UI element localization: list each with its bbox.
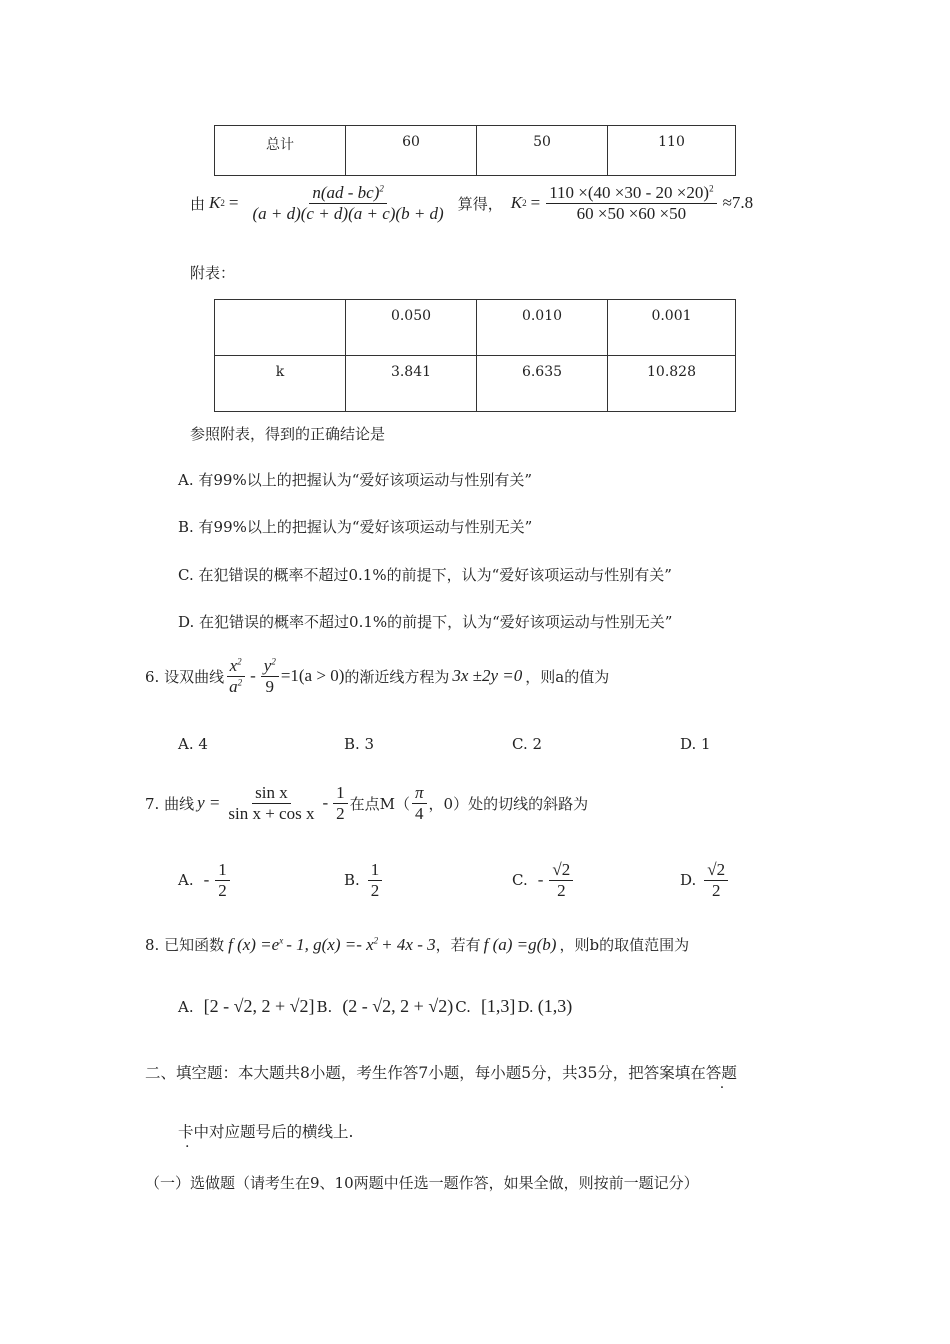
table-cell: 6.635 (477, 356, 608, 412)
q7-y: y = (197, 793, 221, 813)
q7-opt-b-label: B. (344, 871, 360, 890)
table-cell: 0.001 (608, 300, 736, 356)
table-cell: 50 (477, 126, 608, 176)
q8-f-text: f (x) =e (228, 934, 280, 954)
q8-mid: ，若有 (435, 936, 481, 954)
q7-option-b (344, 860, 384, 900)
q7-denominator: sin x + cos x (228, 803, 315, 823)
q7-opt-c-den: 2 (557, 880, 566, 900)
q7-opt-d-frac (704, 860, 728, 900)
q8-opt-c-label: C. (455, 997, 471, 1016)
section2-line2 (178, 1120, 353, 1142)
q7-opt-a-label: A. (178, 871, 194, 890)
q6-option-b: B. 3 (344, 735, 375, 753)
table-row (215, 300, 736, 356)
q8-eq: f (a) =g(b) (483, 934, 557, 954)
calc-numerator: 110 ×(40 ×30 - 20 ×20) (549, 183, 710, 202)
q7-half (333, 783, 348, 823)
q7-opt-a-frac (215, 860, 230, 900)
q7-option-a: A. - $\frac{1}{2}$ (178, 860, 232, 900)
q7-option-c: C. - $\frac{√2}{2}$ (512, 860, 575, 900)
q8-f-rest-text: - 1, g(x) =- x (286, 934, 374, 954)
q5-option-d: D. 在犯错误的概率不超过0.1%的前提下，认为“爱好该项运动与性别无关” (178, 613, 673, 631)
q7-opt-b-den: 2 (370, 880, 380, 900)
q8-suffix: ，则b的取值范围为 (559, 936, 690, 954)
q8-opt-c: [1,3] (480, 996, 516, 1016)
q8-stem (145, 934, 689, 955)
q7-pi-fraction (412, 783, 427, 823)
table-cell: 3.841 (346, 356, 477, 412)
general-numerator: n(ad - bc) (312, 183, 380, 202)
appendix-label: 附表： (190, 264, 236, 282)
q6-asymptote: 3x ±2y =0 (452, 666, 523, 686)
q8-opt-d-label: D. (517, 997, 534, 1016)
q5-option-c: C. 在犯错误的概率不超过0.1%的前提下，认为“爱好该项运动与性别有关” (178, 566, 672, 584)
q7-opt-b-num: 1 (368, 860, 383, 881)
section2-line1: 二、填空题：本大题共8小题，考生作答7小题，每小题5分，共35分，把答案填在 (145, 1064, 706, 1082)
q7-half-num: 1 (333, 783, 348, 804)
appendix-table (214, 299, 736, 412)
general-fraction: $\frac{n(ad - bc)^2}{(a + d)(c + d)(a + c)(b + d)}$ (244, 183, 451, 223)
formula-prefix: 由 (190, 194, 206, 213)
q6-option-c: C. 2 (512, 735, 543, 753)
q7-option-d (680, 860, 730, 900)
q6-condition: =1(a > 0) (280, 666, 345, 686)
q7-pi: π (412, 783, 427, 804)
table-cell (215, 300, 346, 356)
q7-opt-d-den: 2 (711, 880, 721, 900)
general-denominator: (a + d)(c + d)(a + c)(b + d) (252, 203, 444, 223)
table-cell: 10.828 (608, 356, 736, 412)
q6-mid: 的渐近线方程为 (344, 667, 450, 686)
q6-nine: 9 (265, 676, 275, 696)
table-row (215, 126, 736, 176)
q7-stem: 7. 曲线 y = $\frac{\text{sin x}}{\text{sin x + cos x}}$ - $\frac{1}{2}$ 在点M（ $\frac{\pi}{4}$ ，0）处的切线的斜路为 (145, 783, 589, 823)
formula-mid: 算得， (457, 194, 503, 213)
section2-heading (145, 1061, 737, 1083)
q7-opt-a-den: 2 (218, 880, 227, 900)
q8-options (178, 996, 572, 1017)
table-cell: 0.050 (346, 300, 477, 356)
k2-symbol-2: K (510, 193, 523, 213)
q6-fraction-x: $\frac{x^2}{a^2}$ (226, 656, 245, 696)
table-row (215, 356, 736, 412)
q7-opt-d-label: D. (680, 871, 697, 890)
table-cell: k (215, 356, 346, 412)
totals-table (214, 125, 736, 176)
q7-numerator: sin x (252, 783, 291, 804)
q7-point-post: ，0）处的切线的斜路为 (428, 794, 589, 813)
q6-y: y (263, 656, 272, 675)
q8-opt-a: [2 - √2, 2 + √2] (203, 996, 315, 1016)
q7-fraction (225, 783, 317, 823)
q7-opt-d-num: √2 (704, 860, 728, 881)
q7-prefix: 7. 曲线 (145, 794, 195, 813)
q8-f-rest: - 1, $g(x) =- x^2$ (286, 934, 379, 954)
section2-emphasis-2: 卡 (178, 1123, 194, 1141)
q7-four: 4 (415, 803, 424, 823)
section2-sub: （一）选做题（请考生在9、10两题中任选一题作答，如果全做，则按前一题记分） (145, 1174, 699, 1192)
q7-opt-a-num: 1 (215, 860, 230, 881)
q6-prefix: 6. 设双曲线 (145, 667, 225, 686)
q8-opt-b: (2 - √2, 2 + √2) (342, 996, 454, 1016)
section2-emphasis: 答题 (705, 1064, 737, 1082)
table-cell: 60 (346, 126, 477, 176)
q6-fraction-y: $\frac{y^2}{9}$ (261, 656, 279, 696)
calc-fraction: $\frac{110 \times(40 \times 30 - 20 \times 20)^2}{60 \times 50 \times 60 \times 50}$ (546, 183, 716, 223)
q8-f: f $(x) =e^x$ (228, 934, 284, 954)
k2-formula: 由 K 2 = $\frac{n(ad - bc)^2}{(a + d)(c + d)(a + c)(b + d)}$ 算得， K 2 = $\frac{110 \times(40 \times 30 - 20 \times 20)^2}{60 \times 50 \times 60 \times 50}$ ≈7.8 (190, 183, 754, 223)
q6-suffix: ，则a的值为 (525, 667, 610, 686)
q6-x: x (229, 656, 238, 675)
q8-opt-a-label: A. (178, 997, 194, 1016)
q5-stem: 参照附表，得到的正确结论是 (190, 425, 386, 443)
q7-point-pre: 在点M（ (349, 794, 410, 813)
q6-a: a (229, 676, 238, 696)
table-cell: 0.010 (477, 300, 608, 356)
k2-symbol: K (209, 193, 221, 213)
q8-opt-b-label: B. (316, 997, 333, 1016)
q6-stem: 6. 设双曲线 $\frac{x^2}{a^2}$ - $\frac{y^2}{9}$ =1(a > 0) 的渐近线方程为 3x ±2y =0 ，则a的值为 (145, 656, 610, 696)
q7-opt-c-frac (549, 860, 573, 900)
table-cell: 总计 (215, 126, 346, 176)
q8-g-rest: + 4x - 3 (381, 934, 436, 954)
q6-option-a: A. 4 (178, 735, 208, 753)
q7-opt-b-frac (368, 860, 383, 900)
formula-result: ≈7.8 (722, 193, 754, 213)
q8-prefix: 8. 已知函数 (145, 936, 225, 954)
q5-option-a: A. 有99%以上的把握认为“爱好该项运动与性别有关” (178, 471, 533, 489)
q7-opt-c-num: √2 (549, 860, 573, 881)
section2-line2-text: 中对应题号后的横线上. (193, 1123, 354, 1141)
q8-opt-d: (1,3) (537, 996, 573, 1016)
q5-option-b: B. 有99%以上的把握认为“爱好该项运动与性别无关” (178, 518, 533, 536)
table-cell: 110 (608, 126, 736, 176)
q7-half-den: 2 (336, 803, 345, 823)
calc-denominator: 60 ×50 ×60 ×50 (576, 203, 687, 223)
q7-opt-c-label: C. (512, 871, 528, 890)
q6-option-d: D. 1 (680, 735, 711, 753)
